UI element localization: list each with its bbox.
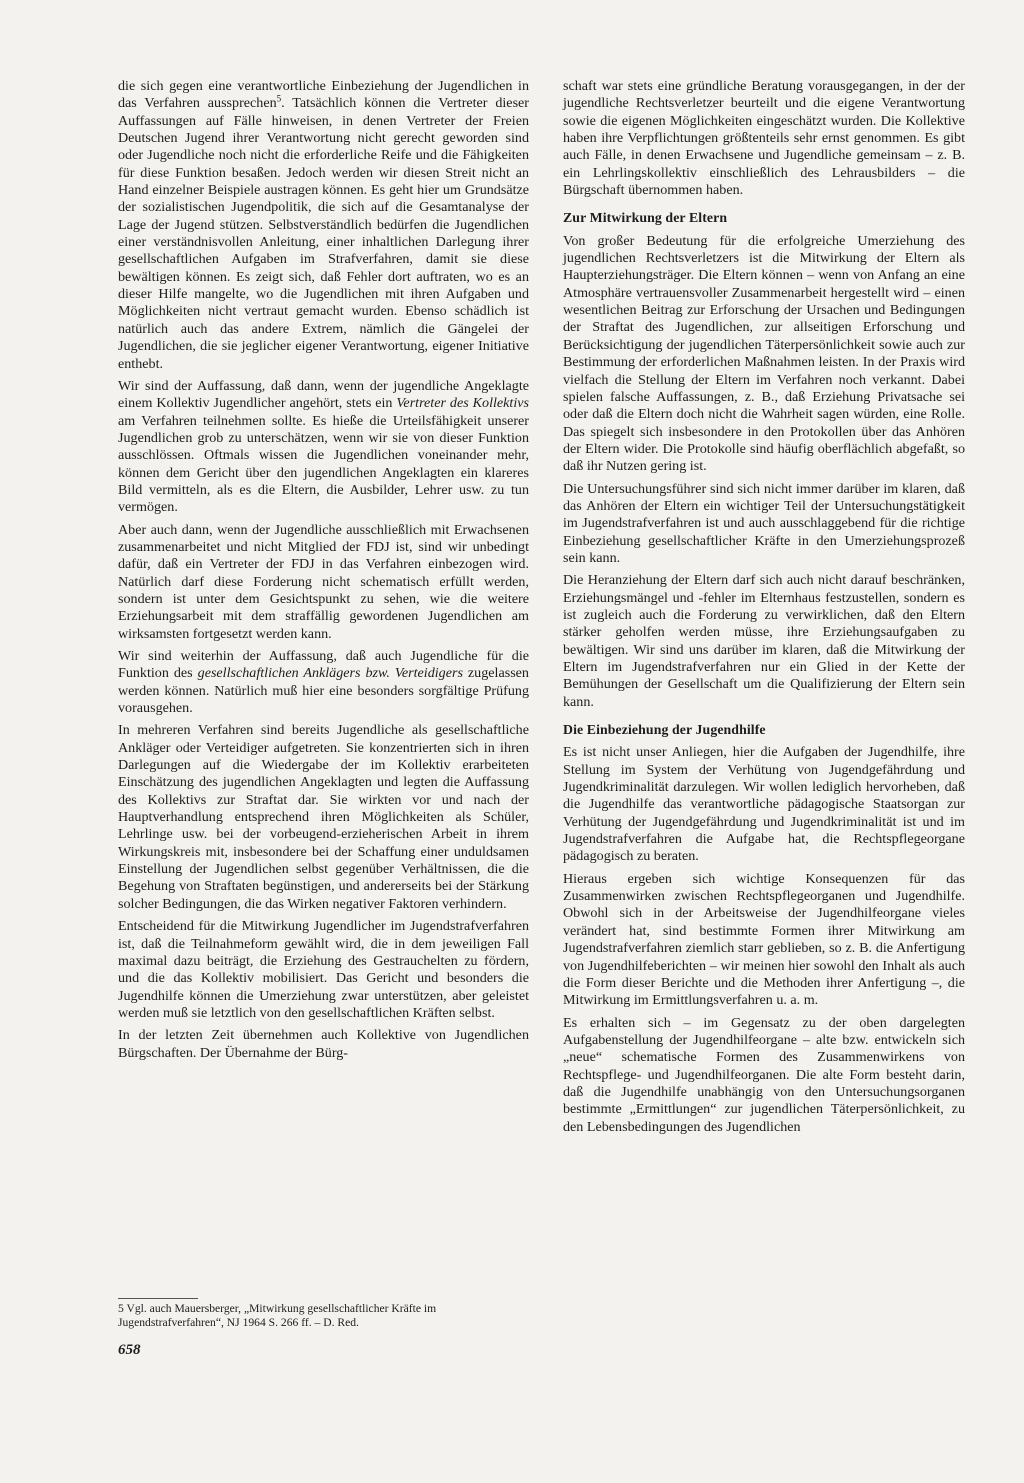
footnote: 5 Vgl. auch Mauersberger, „Mitwirkung gesellschaftlicher Kräfte im Jugendstrafverfahren“, NJ 1964 S. 266 ff. – D. Red. <box>118 1302 437 1329</box>
text-run: Wir sind der Auffassung, daß dann, wenn der jugendliche Angeklagte einem Kollektiv Jugendlicher angehört, stets ein <box>118 377 529 412</box>
emphasis: Vertreter des Kollektivs <box>396 395 529 412</box>
left-column <box>118 78 529 1067</box>
paragraph: Es erhalten sich – im Gegensatz zu der oben dargelegten Aufgabenstellung der Jugendhilfeorgane – alte bzw. entwickeln sich „neue“ schematische Formen des Zusammenwirkens von Rechtspflege- und Jugendhilfeorganen. Die alte Form besteht darin, daß die Jugendhilfe unabhängig von den Untersuchungsorganen bestimmte „Ermittlungen“ zur jugendlichen Täterpersönlichkeit, zu den Lebensbedingungen des Jugendlichen <box>563 1014 965 1135</box>
paragraph: Die Heranziehung der Eltern darf sich auch nicht darauf beschränken, Erziehungsmängel und -fehler im Elternhaus festzustellen, sondern es ist zugleich auch die Forderung zu verwirklichen, daß den Eltern stärker geholfen werden müsse, ihre Erziehungsaufgaben zu bewältigen. Wir sind uns darüber im klaren, daß die Mitwirkung der Eltern im Jugendstrafverfahren nur ein Glied in der Kette der Bemühungen der Gesellschaft um die Qualifizierung der Eltern sein kann. <box>563 572 965 710</box>
paragraph: Es ist nicht unser Anliegen, hier die Aufgaben der Jugendhilfe, ihre Stellung im System der Verhütung von Jugendgefährdung und Jugendkriminalität darzulegen. Wir wollen lediglich hervorheben, daß die Jugendhilfe das verantwortliche pädagogische Staatsorgan zur Verhütung der Jugendgefährdung und Jugendkriminalität ist und im Jugendstrafverfahren die Aufgabe hat, die Rechtspflegeorgane pädagogisch zu beraten. <box>563 744 965 865</box>
right-column <box>563 78 965 1141</box>
paragraph: schaft war stets eine gründliche Beratung vorausgegangen, in der der jugendliche Rechtsverletzer beurteilt und die eigene Verantwortung sowie die eigenen Möglichkeiten eingeschätzt wurden. Die Kollektive haben ihre Verpflichtungen größtenteils sehr ernst genommen. Es gibt auch Fälle, in denen Erwachsene und Jugendliche gemeinsam – z. B. ein Lehrlingskollektiv einschließlich des Lehrausbilders – die Bürgschaft übernommen haben. <box>563 78 965 199</box>
paragraph: In mehreren Verfahren sind bereits Jugendliche als gesellschaftliche Ankläger oder Verteidiger aufgetreten. Sie konzentrierten sich in ihren Darlegungen auf die Wiedergabe der im Kollektiv erarbeiteten Einschätzung des jugendlichen Angeklagten und legten die Auffassung des Kollektivs zur Straftat dar. Sie wirkten vor und nach der Hauptverhandlung entsprechend ihren Möglichkeiten als Schüler, Lehrlinge usw. bei der vorbeugend-erzieherischen Arbeit in ihrem Wirkungskreis mit, insbesondere bei der Schaffung einer unduldsamen Einstellung der Jugendlichen selbst gegenüber Verhältnissen, die die Begehung von Straftaten begünstigen, und andererseits bei der Stärkung solcher Bedingungen, die das Wirken negativer Faktoren verhindern. <box>118 722 529 912</box>
paragraph: In der letzten Zeit übernehmen auch Kollektive von Jugendlichen Bürgschaften. Der Übernahme der Bürg- <box>118 1027 529 1061</box>
text-run: . Tatsächlich können die Vertreter dieser Auffassungen auf Fälle hinweisen, in denen Vertreter der Freien Deutschen Jugend ihrer Verantwortung nicht gerecht geworden sind oder Jugendliche noch nicht die erforderliche Reife und die Fähigkeiten für diese Funktion besaßen. Jedoch werden wir diesen Streit nicht an Hand einzelner Beispiele austragen können. Es geht hier um Grundsätze der sozialistischen Jugendpolitik, die sich auf die Gesamtanalyse der Lage der Jugend stützen. Selbstverständlich bedürfen die Jugendlichen einer verständnisvollen Anleitung, einer inhaltlichen Darlegung ihrer gesellschaftlichen Aufgaben im Strafverfahren, damit sie diese bewältigen können. Es zeigt sich, daß Fehler dort auftraten, wo es an dieser Hilfe mangelte, wo die Jugendlichen mit ihren Aufgaben und Möglichkeiten nicht vertraut gemacht wurden. Ebenso schädlich ist natürlich auch das andere Extrem, nämlich die Gängelei der Jugendlichen, die sie jeglicher eigener Verantwortung, eigener Initiative enthebt. <box>118 95 529 372</box>
text-run: die sich gegen eine verantwortliche Einbeziehung der Jugendlichen in das Verfahren aussprechen <box>118 78 529 112</box>
paragraph: Entscheidend für die Mitwirkung Jugendlicher im Jugendstrafverfahren ist, daß die Teilnahmeform gewählt wird, die in dem jeweiligen Fall maximal dazu beiträgt, die Erziehung des Gestrauchelten zu fördern, und die das Kollektiv mobilisiert. Das Gericht und besonders die Jugendhilfe können die Umerziehung zwar unterstützen, aber geleistet werden muß sie letztlich von den gesellschaftlichen Kräften selbst. <box>118 918 529 1021</box>
text-run: zugelassen werden können. Natürlich muß hier eine besonders sorgfältige Prüfung vorausgehen. <box>118 665 529 717</box>
paragraph: Die Untersuchungsführer sind sich nicht immer darüber im klaren, daß das Anhören der Eltern ein wichtiger Teil der Untersuchungstätigkeit im Jugendstrafverfahren ist und auch ausschlaggebend für die richtige Einbeziehung gesellschaftlicher Kräfte in den Umerziehungsprozeß sein kann. <box>563 480 965 566</box>
footnote-marker: 5 <box>276 93 282 104</box>
paragraph <box>118 648 529 717</box>
text-run: Wir sind weiterhin der Auffassung, daß auch Jugendliche für die Funktion des <box>118 648 529 682</box>
page-number: 658 <box>118 1342 141 1358</box>
paragraph: Von großer Bedeutung für die erfolgreiche Umerziehung des jugendlichen Rechtsverletzers ist die Mitwirkung der Eltern als Haupterziehungsträger. Die Eltern können – wenn von Anfang an eine Atmosphäre vertrauensvoller Zusammenarbeit hergestellt wird – einen wesentlichen Beitrag zur Erforschung der Ursachen und Bedingungen der Straftat des Jugendlichen, zur allseitigen Erforschung und Berücksichtigung der jugendlichen Täterpersönlichkeit sowie auch zur Bestimmung der erforderlichen Maßnahmen leisten. In der Praxis wird vielfach die Stellung der Eltern im Verfahren noch verkannt. Dabei spielen falsche Auffassungen, z. B., daß Erziehung Privatsache sei oder daß die Eltern doch nicht die Wahrheit sagen würden, eine Rolle. Das spiegelt sich insbesondere in den Protokollen über das Anhören der Eltern wider. Die Protokolle sind häufig oberflächlich abgefaßt, so daß ihr Nutzen gering ist. <box>563 232 965 475</box>
paragraph: Aber auch dann, wenn der Jugendliche ausschließlich mit Erwachsenen zusammenarbeitet und nicht Mitglied der FDJ ist, sind wir unbedingt dafür, daß ein Vertreter der FDJ in das Verfahren einbezogen wird. Natürlich darf diese Forderung nicht schematisch erfüllt werden, sondern ist unter dem Gesichtspunkt zu sehen, wie die weitere Erziehungsarbeit mit dem straffällig gewordenen Jugendlichen am wirksamsten fortgesetzt werden kann. <box>118 521 529 642</box>
emphasis: gesellschaftlichen Anklägers bzw. Verteidigers <box>197 665 463 682</box>
text-run: am Verfahren teilnehmen sollte. Es hieße die Urteilsfähigkeit unserer Jugendlichen grob zu unterschätzen, wenn wir sie von dieser Funktion ausschlössen. Oftmals wissen die Jugendlichen voneinander mehr, können dem Gericht über den jugendlichen Angeklagten ein klareres Bild vermitteln, als es die Eltern, die Ausbilder, Lehrer usw. zu tun vermögen. <box>118 412 529 516</box>
section-heading: Zur Mitwirkung der Eltern <box>563 210 728 226</box>
paragraph: Hieraus ergeben sich wichtige Konsequenzen für das Zusammenwirken zwischen Rechtspflegeorganen und Jugendhilfe. Obwohl sich in der Arbeitsweise der Jugendhilfeorgane vieles verändert hat, sind bestimmte Formen ihrer Mitwirkung am Jugendstrafverfahren ziemlich starr geblieben, so z. B. die Anfertigung von Jugendhilfeberichten – wir meinen hier sowohl den Inhalt als auch die Form dieser Berichte und die Methoden ihrer Anfertigung –, die Mitwirkung im Ermittlungsverfahren u. a. m. <box>563 870 965 1009</box>
paragraph <box>118 378 529 517</box>
footnote-rule <box>118 1298 198 1299</box>
paragraph <box>118 78 529 373</box>
section-heading: Die Einbeziehung der Jugendhilfe <box>563 722 766 738</box>
